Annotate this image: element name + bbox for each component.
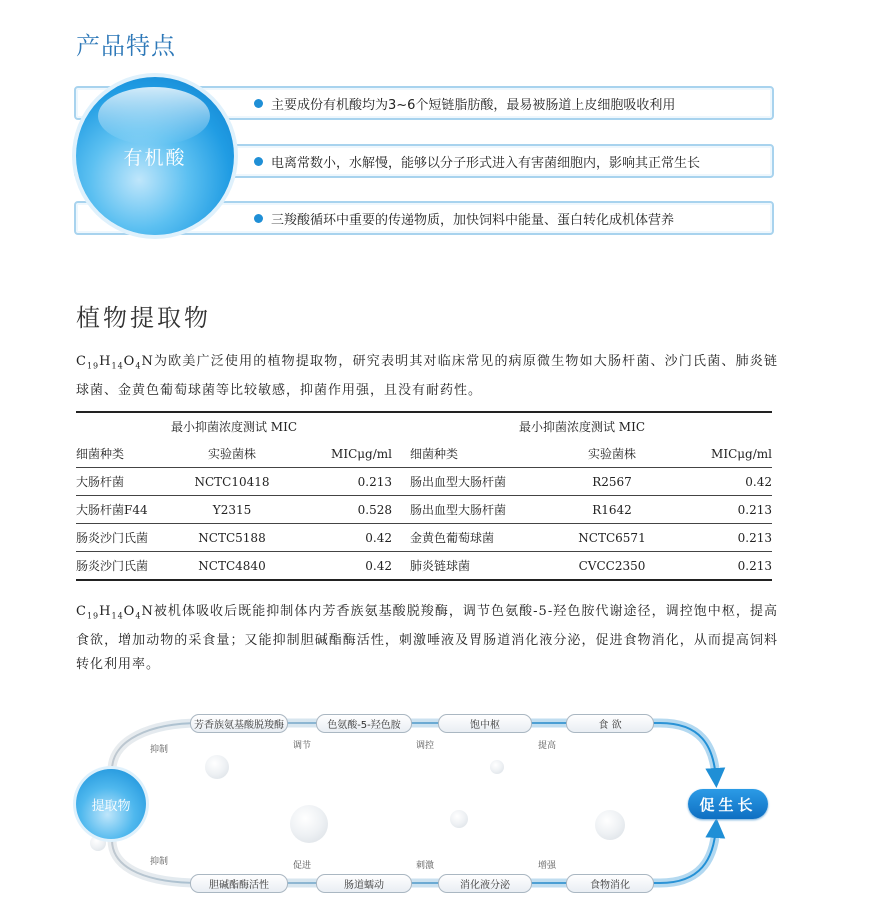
feature-text: 主要成份有机酸均为3~6个短链脂肪酸，最易被肠道上皮细胞吸收利用 <box>271 97 676 113</box>
action-label: 提高 <box>538 741 557 751</box>
formula: $C_{19}H_{14}O_4N$ <box>76 354 154 371</box>
intro-paragraph: $C_{19}H_{14}O_4N$为欧美广泛使用的植物提取物，研究表明其对临床常见的病原微生物如大肠杆菌、沙门氏菌、肺炎链球菌、金黄色葡萄球菌等比较敏感，抑菌作用强，且没有耐药性。 <box>76 354 778 398</box>
decorative-orb <box>205 755 229 779</box>
table-row: 肠炎沙门氏菌 NCTC5188 0.42 金黄色葡萄球菌 NCTC6571 0.213 <box>76 524 772 552</box>
table-group-title-left: 最小抑菌浓度测试 MIC <box>76 412 392 440</box>
table-header: MICμg/ml <box>682 440 772 468</box>
decorative-orb <box>490 760 504 774</box>
action-label: 调节 <box>293 741 312 751</box>
bottom-node-3: 消化液分泌 <box>438 874 532 893</box>
decorative-orb <box>290 805 328 843</box>
bottom-node-4: 食物消化 <box>566 874 654 893</box>
table-header: 细菌种类 <box>76 440 172 468</box>
table-row: 大肠杆菌F44 Y2315 0.528 肠出血型大肠杆菌 R1642 0.213 <box>76 496 772 524</box>
table-header-row <box>76 440 772 468</box>
extract-source-circle: 提取物 <box>76 769 146 839</box>
top-node-4: 食 欲 <box>566 714 654 733</box>
table-header: MICμg/ml <box>292 440 392 468</box>
top-node-1: 芳香族氨基酸脱羧酶 <box>190 714 288 733</box>
feature-text: 三羧酸循环中重要的传递物质，加快饲料中能量、蛋白转化成机体营养 <box>271 212 675 228</box>
bullet-dot-icon <box>254 214 263 223</box>
action-label: 促进 <box>293 861 312 871</box>
table-header: 实验菌株 <box>542 440 682 468</box>
action-label: 增强 <box>538 861 557 871</box>
table-group-header <box>76 412 772 440</box>
feature-text: 电离常数小，水解慢，能够以分子形式进入有害菌细胞内，影响其正常生长 <box>271 155 701 171</box>
top-node-2: 色氨酸-5-羟色胺 <box>316 714 412 733</box>
promote-growth-badge: 促生长 <box>688 789 768 819</box>
bottom-node-1: 胆碱酯酶活性 <box>190 874 288 893</box>
bullet-dot-icon <box>254 99 263 108</box>
bottom-node-2: 肠道蠕动 <box>316 874 412 893</box>
action-label: 抑制 <box>150 745 169 755</box>
feature-item-1 <box>254 88 675 118</box>
formula: $C_{19}H_{14}O_4N$ <box>76 604 154 621</box>
table-row: 大肠杆菌 NCTC10418 0.213 肠出血型大肠杆菌 R2567 0.42 <box>76 468 772 496</box>
action-label: 抑制 <box>150 857 169 867</box>
table-group-title-right: 最小抑菌浓度测试 MIC <box>392 412 772 440</box>
feature-item-3 <box>254 203 674 233</box>
table-header: 细菌种类 <box>392 440 542 468</box>
circle-label: 有机酸 <box>123 146 187 169</box>
organic-acid-circle <box>76 77 234 235</box>
bullet-dot-icon <box>254 157 263 166</box>
section-title-plant-extract: 植物提取物 <box>76 304 211 332</box>
mic-table <box>76 411 772 581</box>
feature-item-2 <box>254 146 700 176</box>
table-header: 实验菌株 <box>172 440 292 468</box>
mechanism-paragraph: $C_{19}H_{14}O_4N$被机体吸收后既能抑制体内芳香族氨基酸脱羧酶，调节色氨酸-5-羟色胺代谢途径，调控饱中枢，提高食欲，增加动物的采食量；又能抑制胆碱酯酶活性，刺激唾液及胃肠道消化液分泌，促进食物消化，从而提高饲料转化利用率。 <box>76 604 778 672</box>
decorative-orb <box>450 810 468 828</box>
table-row: 肠炎沙门氏菌 NCTC4840 0.42 肺炎链球菌 CVCC2350 0.213 <box>76 552 772 581</box>
action-label: 调控 <box>416 741 435 751</box>
section-title-product-features: 产品特点 <box>76 32 176 60</box>
decorative-orb <box>595 810 625 840</box>
top-node-3: 饱中枢 <box>438 714 532 733</box>
action-label: 刺激 <box>416 861 435 871</box>
